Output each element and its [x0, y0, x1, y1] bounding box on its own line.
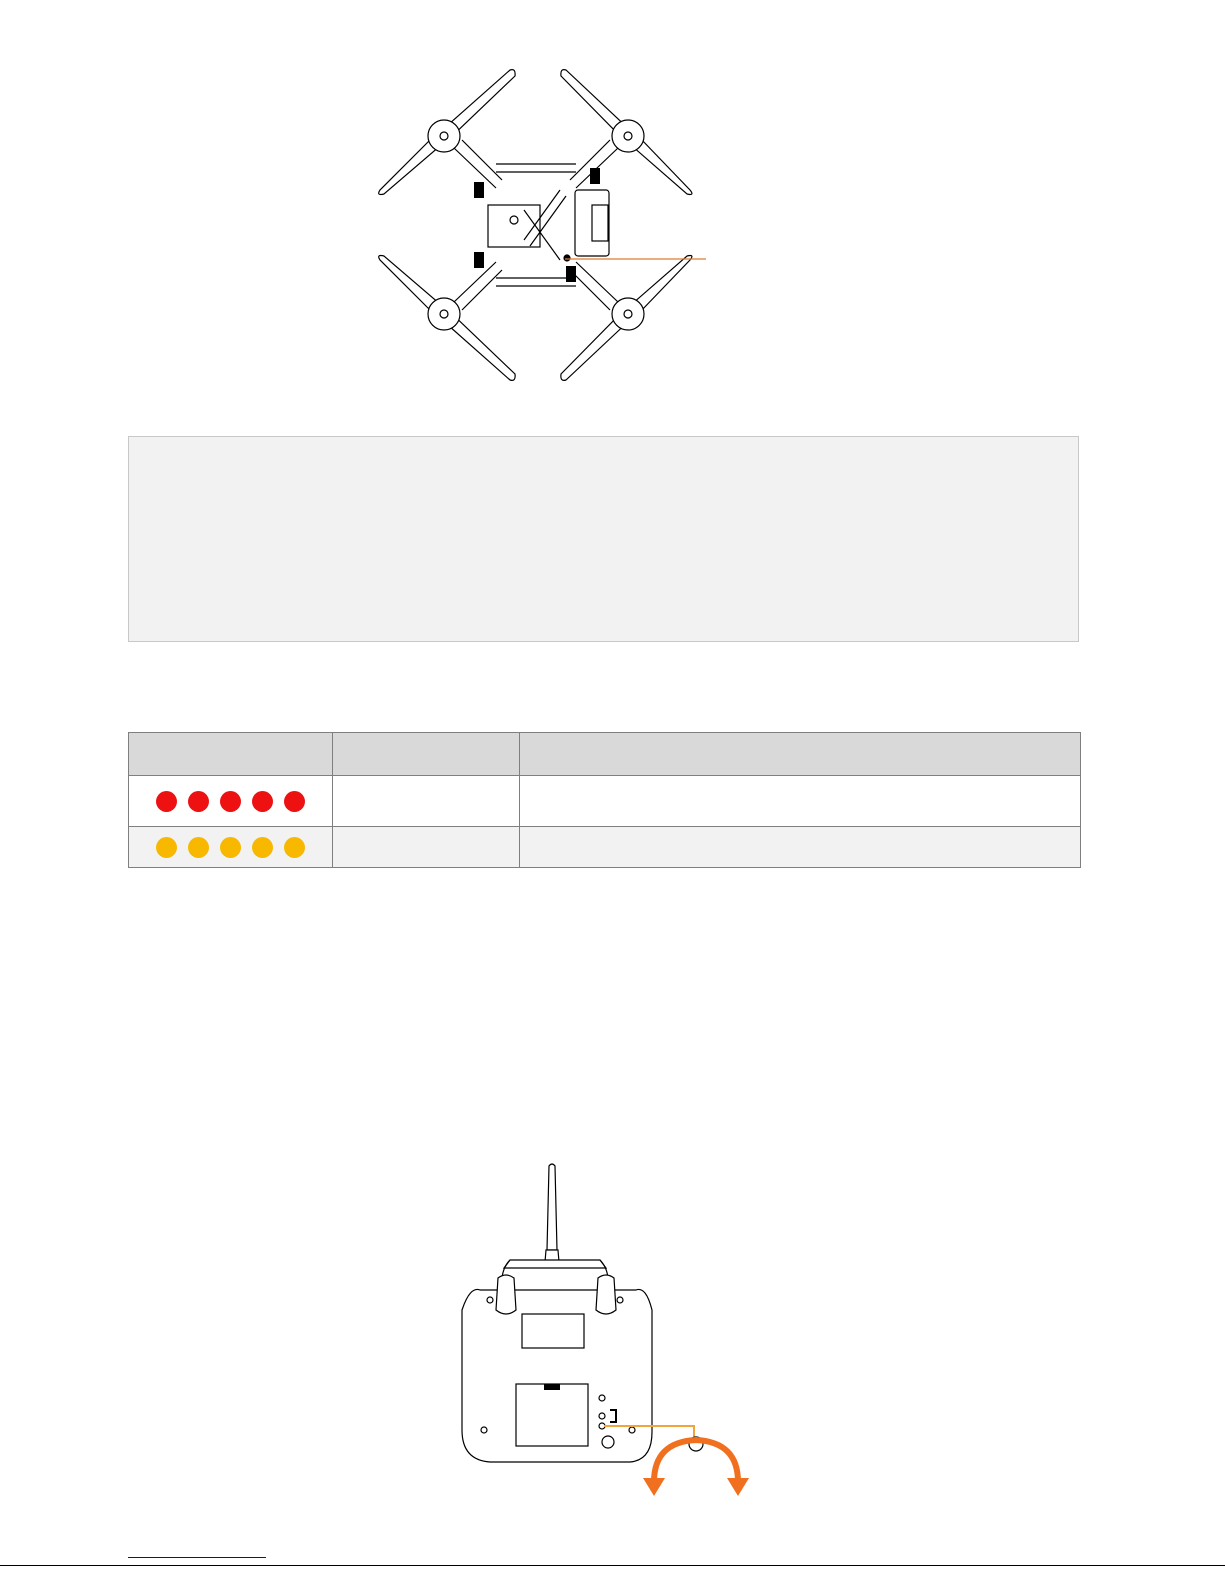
indicator-dot-icon	[284, 837, 305, 858]
table-cell	[520, 827, 1081, 868]
indicator-cell	[129, 827, 333, 868]
table-row	[129, 776, 1081, 827]
table-cell	[333, 827, 520, 868]
red-indicator-lights	[129, 791, 332, 812]
note-box	[128, 436, 1079, 642]
table-row	[129, 827, 1081, 868]
led-status-table	[128, 732, 1081, 868]
table-header-row	[129, 733, 1081, 776]
indicator-dot-icon	[188, 791, 209, 812]
footer-rule	[0, 1565, 1225, 1566]
yellow-indicator-lights	[129, 837, 332, 858]
footer-link-underline[interactable]	[128, 1557, 266, 1558]
indicator-dot-icon	[252, 837, 273, 858]
table-header-cell	[520, 733, 1081, 776]
drone-bottom-view-icon	[370, 60, 710, 390]
table-cell	[520, 776, 1081, 827]
table-cell	[333, 776, 520, 827]
indicator-cell	[129, 776, 333, 827]
indicator-dot-icon	[220, 837, 241, 858]
indicator-dot-icon	[220, 791, 241, 812]
remote-controller-back-view-icon	[440, 1160, 780, 1500]
indicator-dot-icon	[188, 837, 209, 858]
table-header-cell	[129, 733, 333, 776]
indicator-dot-icon	[284, 791, 305, 812]
table-header-cell	[333, 733, 520, 776]
indicator-dot-icon	[156, 791, 177, 812]
indicator-dot-icon	[252, 791, 273, 812]
indicator-dot-icon	[156, 837, 177, 858]
